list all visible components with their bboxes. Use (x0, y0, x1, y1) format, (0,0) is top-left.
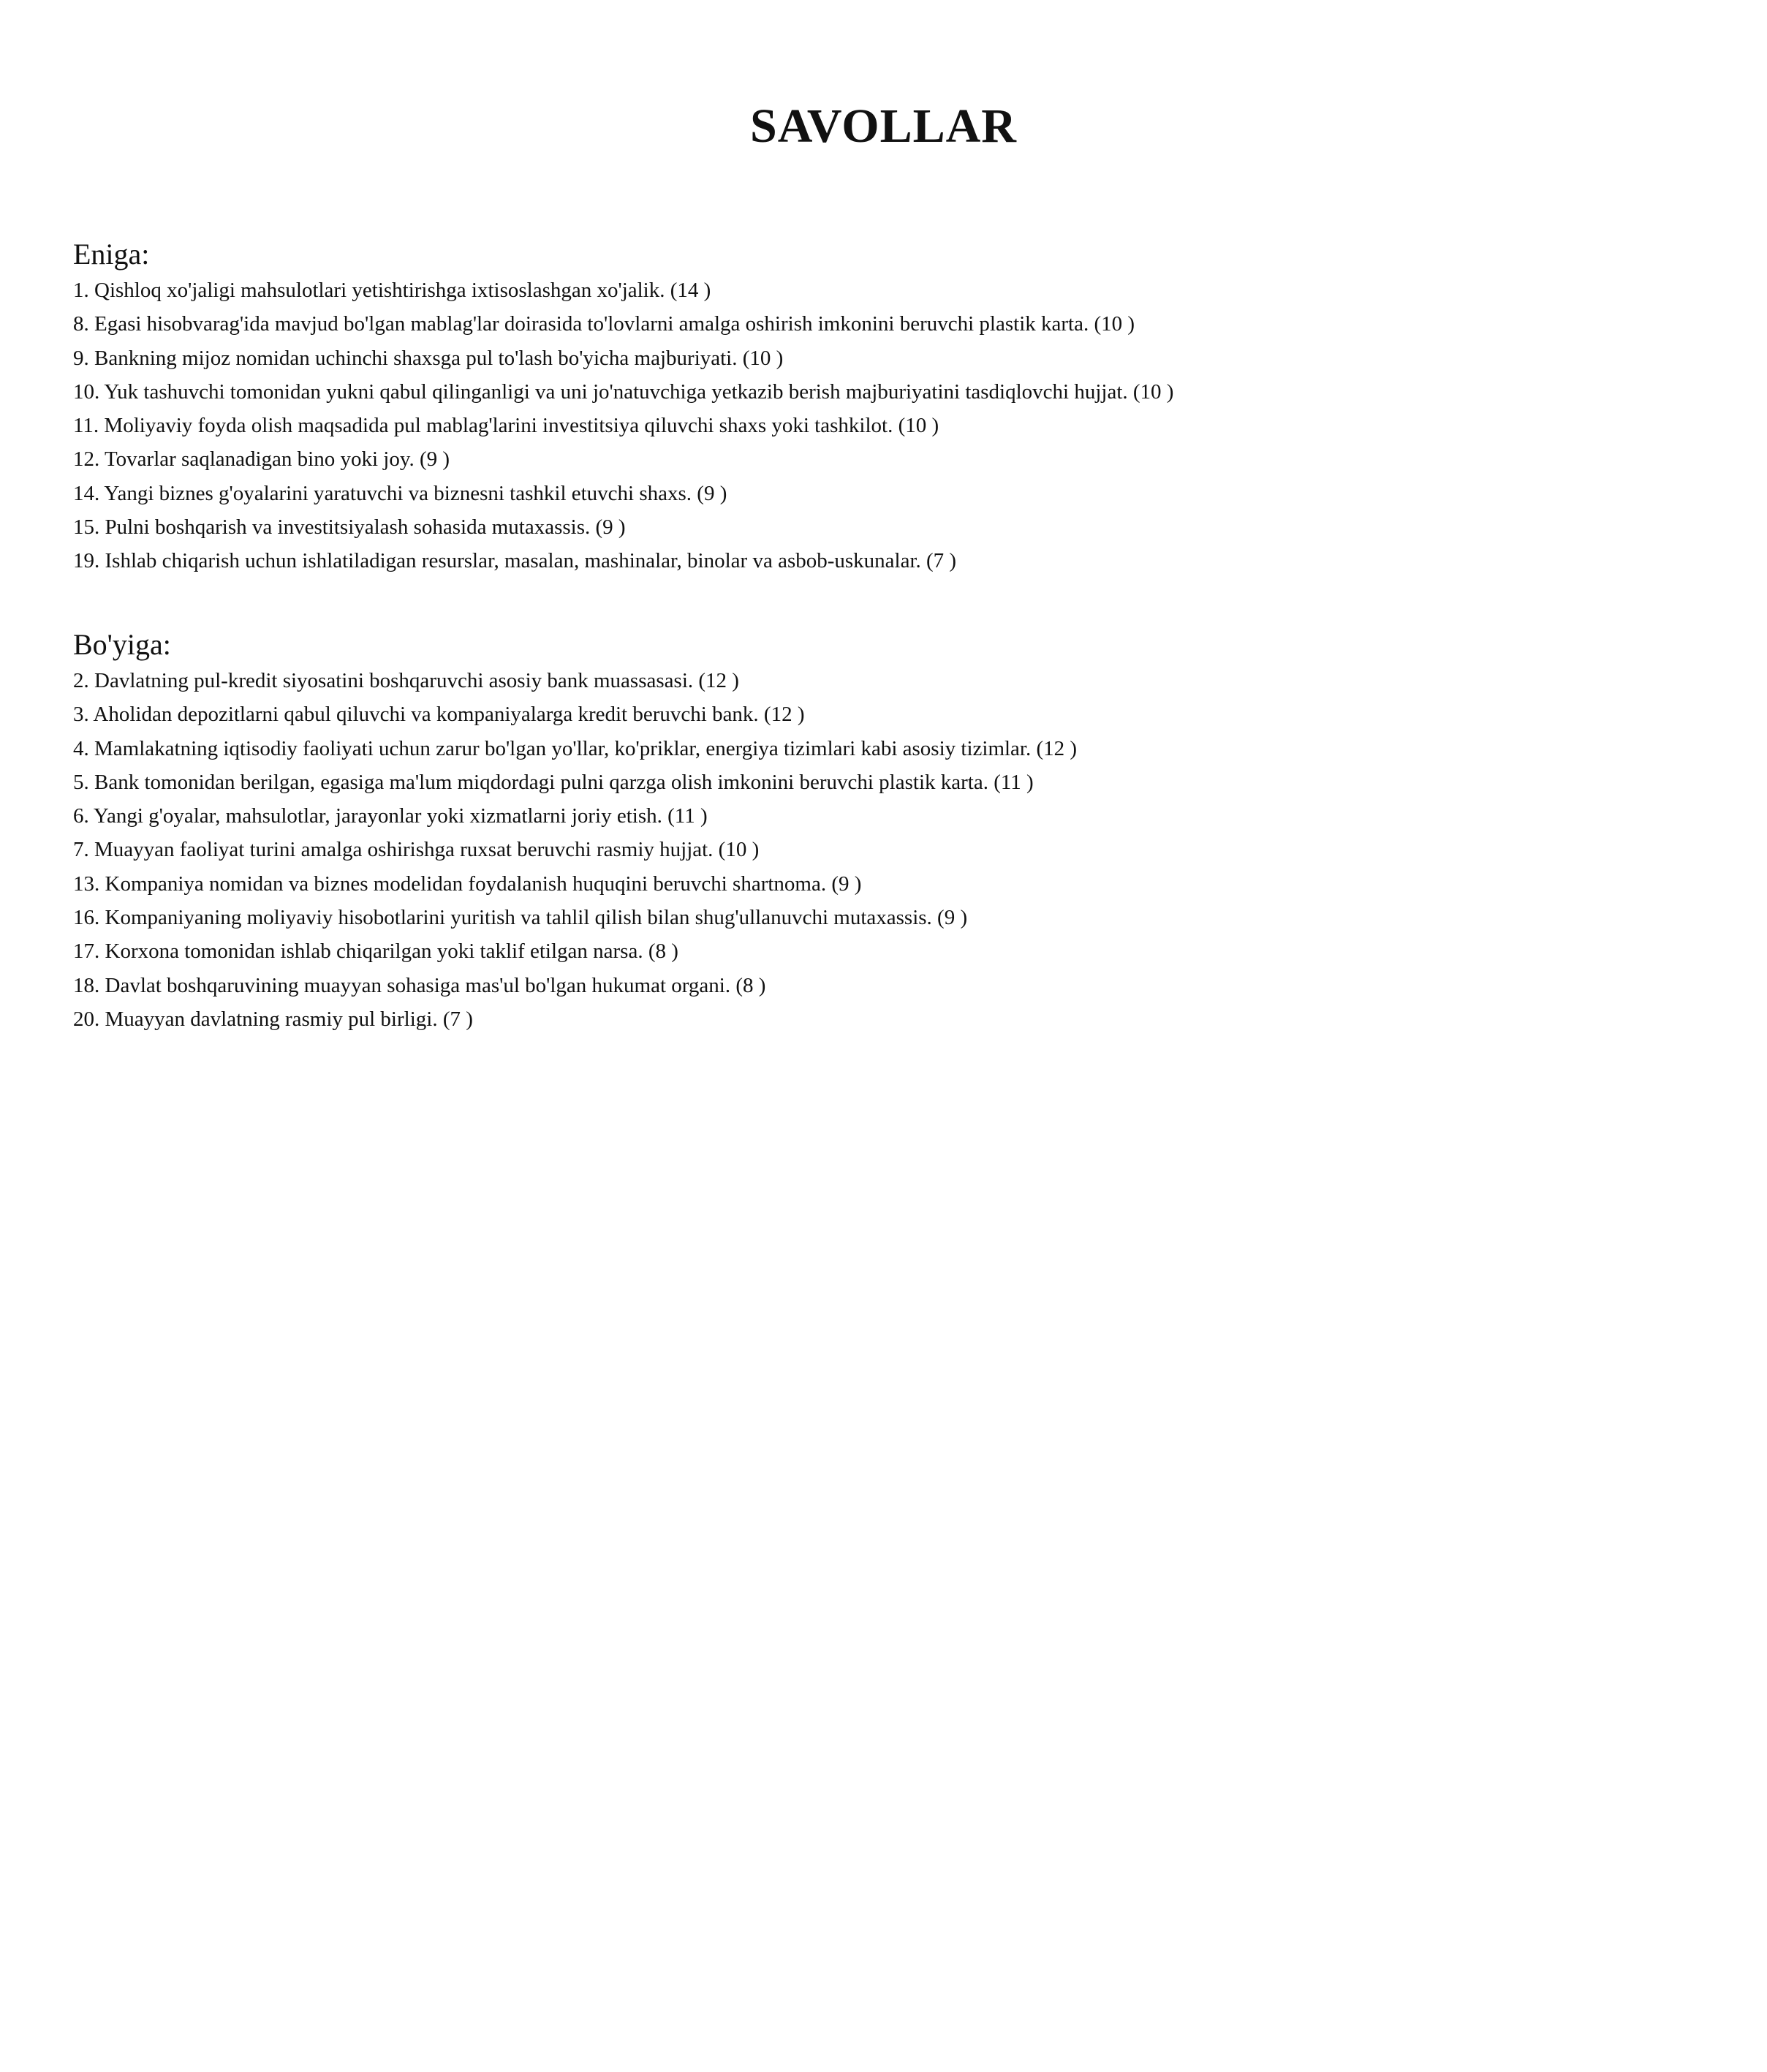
section-heading-across: Eniga: (73, 238, 150, 271)
clue-item: 10. Yuk tashuvchi tomonidan yukni qabul qilinganligi va uni jo'natuvchiga yetkazib berish majburiyatini tasdiqlovchi hujjat. (10 ) (73, 379, 1174, 404)
clue-item: 9. Bankning mijoz nomidan uchinchi shaxsga pul to'lash bo'yicha majburiyati. (10 ) (73, 346, 784, 370)
clue-item: 19. Ishlab chiqarish uchun ishlatiladigan resurslar, masalan, mashinalar, binolar va asbob-uskunalar. (7 ) (73, 549, 957, 573)
clue-item: 13. Kompaniya nomidan va biznes modelidan foydalanish huquqini beruvchi shartnoma. (9 ) (73, 871, 862, 896)
page-title: SAVOLLAR (750, 99, 1017, 153)
clue-item: 15. Pulni boshqarish va investitsiyalash sohasida mutaxassis. (9 ) (73, 515, 626, 540)
clue-item: 16. Kompaniyaning moliyaviy hisobotlarini yuritish va tahlil qilish bilan shug'ullanuvchi mutaxassis. (9 ) (73, 906, 968, 930)
section-across (73, 235, 1718, 578)
section-down (73, 626, 1718, 1036)
clue-item: 18. Davlat boshqaruvining muayyan sohasiga mas'ul bo'lgan hukumat organi. (8 ) (73, 973, 766, 997)
clue-item: 3. Aholidan depozitlarni qabul qiluvchi va kompaniyalarga kredit beruvchi bank. (12 ) (73, 703, 805, 727)
clue-list-down (73, 664, 1718, 1036)
clue-item: 17. Korxona tomonidan ishlab chiqarilgan yoki taklif etilgan narsa. (8 ) (73, 939, 678, 964)
clue-item: 20. Muayyan davlatning rasmiy pul birligi. (7 ) (73, 1007, 473, 1031)
clue-item: 12. Tovarlar saqlanadigan bino yoki joy. (9 ) (73, 447, 450, 472)
clue-item: 1. Qishloq xo'jaligi mahsulotlari yetishtirishga ixtisoslashgan xo'jalik. (14 ) (73, 279, 711, 302)
clue-item: 2. Davlatning pul-kredit siyosatini boshqaruvchi asosiy bank muassasasi. (12 ) (73, 669, 739, 692)
clue-item: 6. Yangi g'oyalar, mahsulotlar, jarayonlar yoki xizmatlarni joriy etish. (11 ) (73, 804, 708, 828)
clue-item: 11. Moliyaviy foyda olish maqsadida pul mablag'larini investitsiya qiluvchi shaxs yoki tashkilot. (10 ) (73, 414, 939, 438)
clue-item: 5. Bank tomonidan berilgan, egasiga ma'lum miqdordagi pulni qarzga olish imkonini beruvchi plastik karta. (11 ) (73, 770, 1034, 794)
clue-list-across (73, 273, 1718, 578)
section-heading-down: Bo'yiga: (73, 628, 171, 661)
clue-item: 7. Muayyan faoliyat turini amalga oshirishga ruxsat beruvchi rasmiy hujjat. (10 ) (73, 838, 760, 862)
clue-item: 8. Egasi hisobvarag'ida mavjud bo'lgan mablag'lar doirasida to'lovlarni amalga oshirish imkonini beruvchi plastik karta. (10 ) (73, 312, 1135, 336)
clue-item: 14. Yangi biznes g'oyalarini yaratuvchi va biznesni tashkil etuvchi shaxs. (9 ) (73, 481, 727, 505)
clue-item: 4. Mamlakatning iqtisodiy faoliyati uchun zarur bo'lgan yo'llar, ko'priklar, energiya tizimlari kabi asosiy tizimlar. (12 ) (73, 736, 1078, 760)
